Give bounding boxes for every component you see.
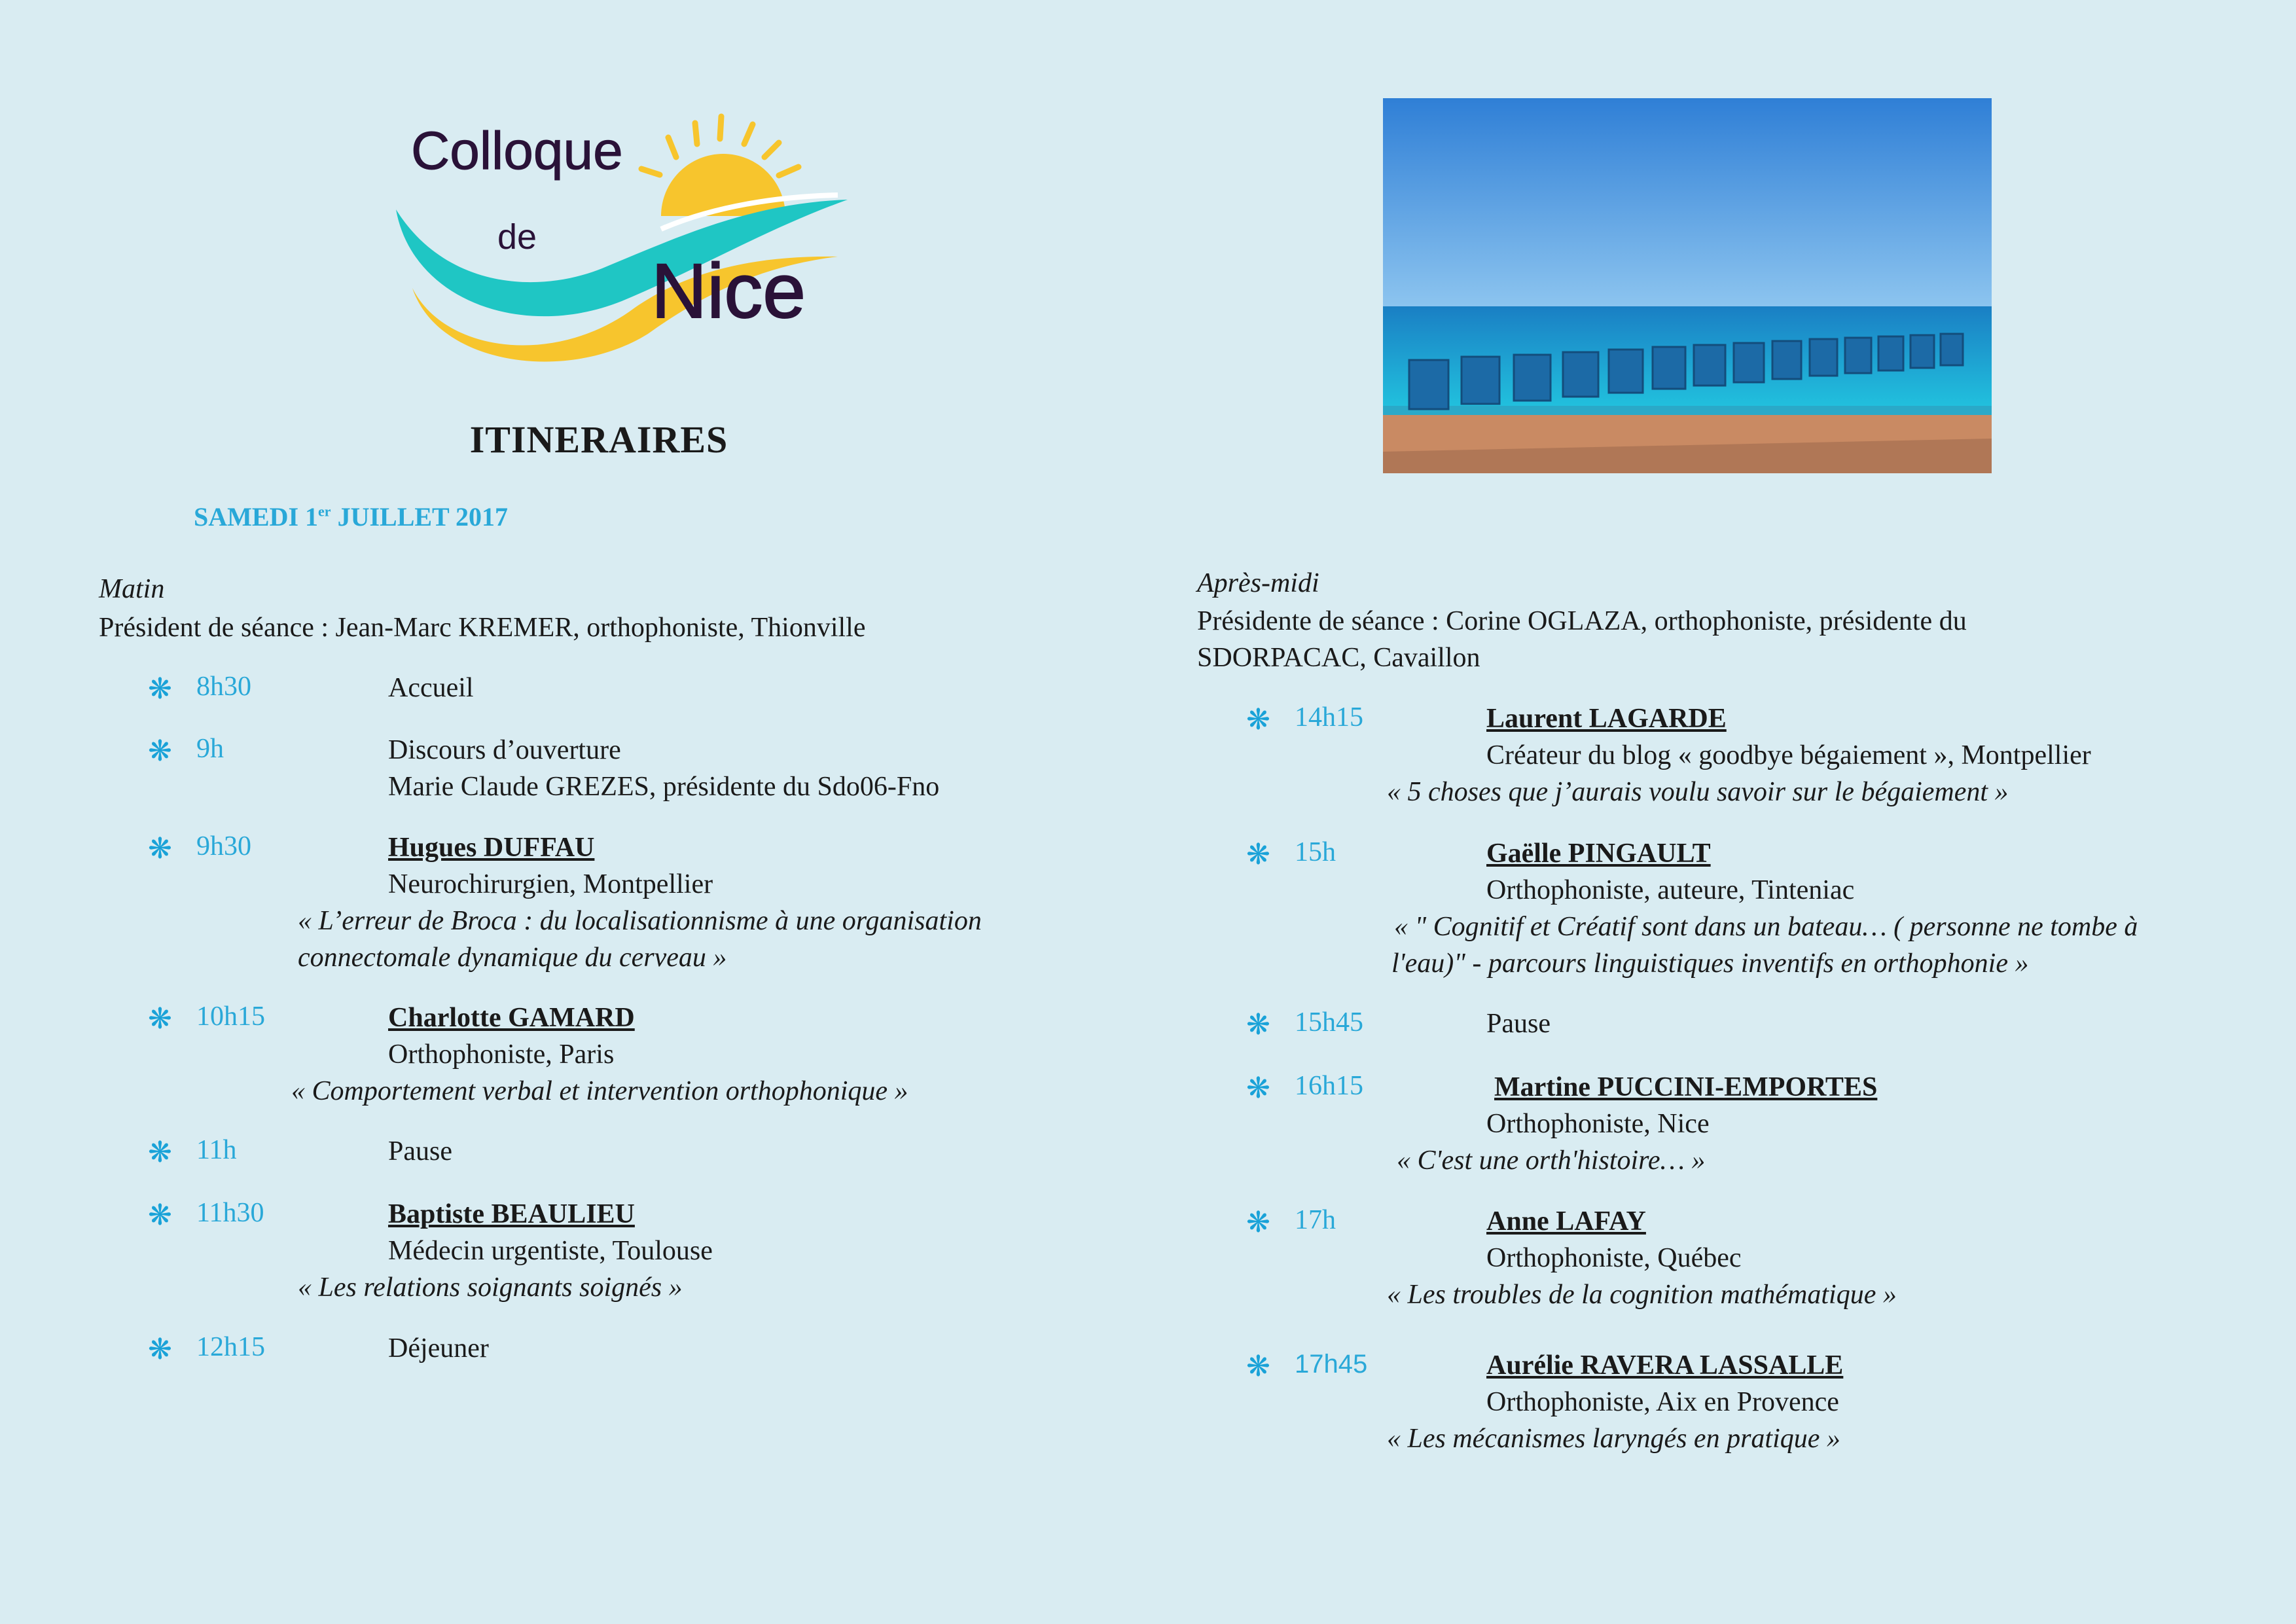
bullet-icon: ❋	[148, 1333, 172, 1366]
time-16h15: 16h15	[1295, 1071, 1363, 1101]
bullet-icon: ❋	[1246, 1206, 1270, 1239]
time-14h15: 14h15	[1295, 702, 1363, 732]
time-15h: 15h	[1295, 837, 1336, 867]
speaker-name: Gaëlle PINGAULT	[1486, 839, 1711, 869]
item-detail: Marie Claude GREZES, présidente du Sdo06-Fno	[388, 772, 940, 802]
talk-title-cont: connectomale dynamique du cerveau »	[298, 943, 727, 973]
morning-label: Matin	[99, 574, 165, 604]
bullet-icon: ❋	[148, 672, 172, 706]
bullet-icon: ❋	[148, 1136, 172, 1169]
talk-title: « " Cognitif et Créatif sont dans un bateau… ( personne ne tombe à	[1394, 912, 2138, 942]
speaker-detail: Orthophoniste, Nice	[1486, 1109, 1710, 1139]
speaker-detail: Orthophoniste, Paris	[388, 1039, 615, 1070]
item-title: Pause	[388, 1136, 452, 1166]
talk-title: « Les troubles de la cognition mathématique »	[1387, 1280, 1897, 1310]
speaker-name: Martine PUCCINI-EMPORTES	[1494, 1072, 1878, 1102]
speaker-name: Anne LAFAY	[1486, 1206, 1646, 1236]
talk-title: « Les mécanismes laryngés en pratique »	[1387, 1424, 1840, 1454]
colloque-de-nice-logo	[386, 92, 857, 373]
logo-text-nice: Nice	[651, 248, 806, 334]
date-suffix: JUILLET 2017	[331, 502, 509, 532]
item-title: Déjeuner	[388, 1333, 489, 1363]
speaker-name: Hugues DUFFAU	[388, 833, 595, 863]
speaker-name: Laurent LAGARDE	[1486, 704, 1727, 734]
bullet-icon: ❋	[148, 1199, 172, 1232]
item-title: Accueil	[388, 673, 474, 703]
speaker-name: Charlotte GAMARD	[388, 1003, 635, 1033]
time-12h15: 12h15	[196, 1332, 265, 1362]
bullet-icon: ❋	[1246, 838, 1270, 871]
speaker-name: Baptiste BEAULIEU	[388, 1199, 635, 1229]
bullet-icon: ❋	[1246, 703, 1270, 736]
time-9h30: 9h30	[196, 831, 251, 861]
logo-text-colloque: Colloque	[411, 121, 623, 181]
afternoon-chair-line1: Présidente de séance : Corine OGLAZA, orthophoniste, présidente du	[1197, 606, 1967, 636]
item-title: Pause	[1486, 1009, 1551, 1039]
speaker-detail: Orthophoniste, Aix en Provence	[1486, 1387, 1839, 1417]
talk-title: « 5 choses que j’aurais voulu savoir sur le bégaiement »	[1387, 777, 2009, 807]
speaker-detail: Médecin urgentiste, Toulouse	[388, 1236, 713, 1266]
time-17h: 17h	[1295, 1205, 1336, 1235]
time-10h15: 10h15	[196, 1001, 265, 1032]
talk-title: « Les relations soignants soignés »	[298, 1272, 683, 1303]
logo-text-de: de	[497, 217, 537, 257]
speaker-detail: Créateur du blog « goodbye bégaiement », Montpellier	[1486, 740, 2091, 770]
time-9h: 9h	[196, 734, 224, 764]
time-17h45: 17h45	[1295, 1350, 1368, 1379]
time-8h30: 8h30	[196, 672, 251, 702]
time-15h45: 15h45	[1295, 1007, 1363, 1038]
afternoon-chair-line2: SDORPACAC, Cavaillon	[1197, 643, 1480, 673]
afternoon-label: Après-midi	[1197, 568, 1319, 598]
bullet-icon: ❋	[1246, 1350, 1270, 1383]
event-date	[194, 501, 508, 532]
date-prefix: SAMEDI 1	[194, 502, 319, 532]
bullet-icon: ❋	[1246, 1008, 1270, 1041]
speaker-detail: Orthophoniste, Québec	[1486, 1243, 1742, 1273]
time-11h30: 11h30	[196, 1198, 264, 1228]
page-title: ITINERAIRES	[469, 418, 728, 461]
bullet-icon: ❋	[1246, 1072, 1270, 1105]
talk-title: « Comportement verbal et intervention orthophonique »	[291, 1076, 908, 1106]
bullet-icon: ❋	[148, 734, 172, 768]
morning-chair: Président de séance : Jean-Marc KREMER, orthophoniste, Thionville	[99, 613, 866, 643]
date-sup: er	[318, 503, 331, 520]
item-title: Discours d’ouverture	[388, 735, 621, 765]
talk-title: « L’erreur de Broca : du localisationnisme à une organisation	[298, 906, 982, 936]
talk-title: « C'est une orth'histoire… »	[1397, 1146, 1706, 1176]
talk-title-cont: l'eau)" - parcours linguistiques inventifs en orthophonie »	[1391, 948, 2029, 979]
speaker-detail: Orthophoniste, auteure, Tinteniac	[1486, 875, 1855, 905]
time-11h: 11h	[196, 1135, 237, 1165]
bullet-icon: ❋	[148, 832, 172, 865]
nice-promenade-chairs-photo	[1383, 98, 1992, 473]
speaker-name: Aurélie RAVERA LASSALLE	[1486, 1350, 1844, 1380]
speaker-detail: Neurochirurgien, Montpellier	[388, 869, 713, 899]
bullet-icon: ❋	[148, 1002, 172, 1036]
